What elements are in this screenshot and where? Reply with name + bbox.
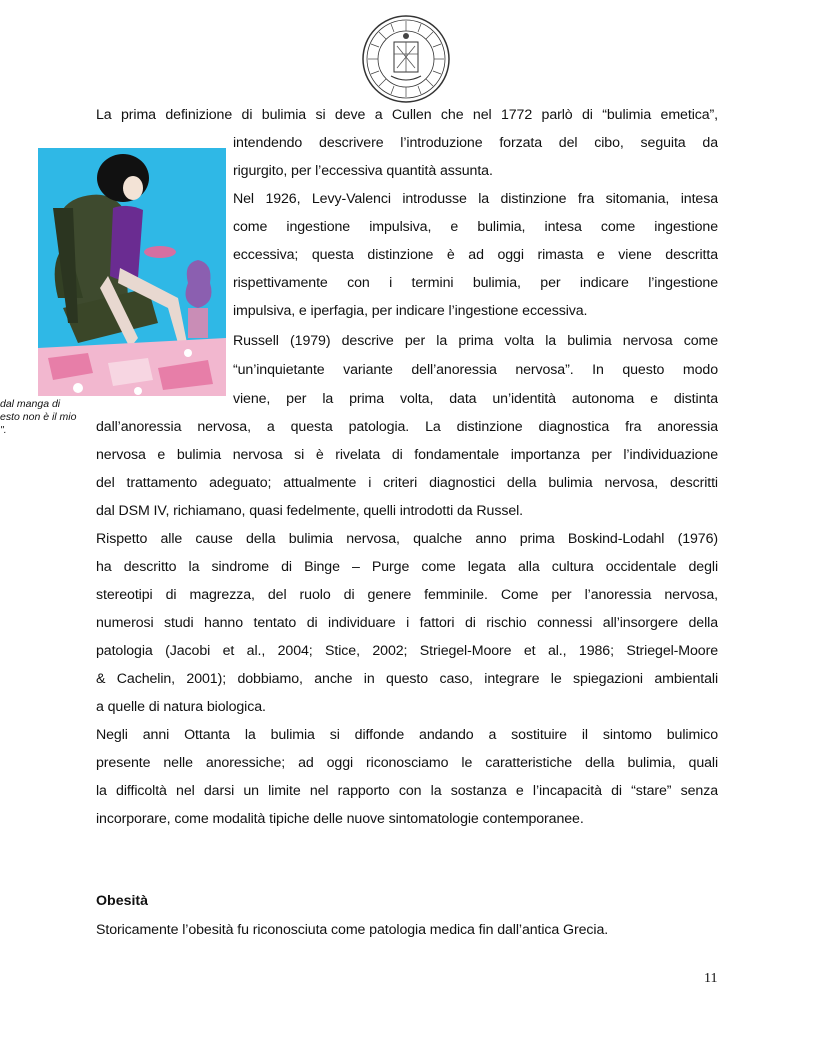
text-line: nervosa e bulimia nervosa si è rivelata di fondamentale importanza per l’individuazione — [96, 447, 718, 463]
caption-line: esto non è il mio — [0, 411, 77, 423]
section-heading: Obesità — [96, 893, 149, 909]
text-line: eccessiva; questa distinzione è ad oggi rimasta e viene descritta — [233, 247, 718, 263]
text-line: dall’anoressia nervosa, a questa patologia. La distinzione diagnostica fra anoressia — [96, 419, 718, 435]
text-line: numerosi studi hanno tentato di individuare i fattori di rischio connessi all’insorgere della — [96, 615, 718, 631]
text-line: impulsiva, e iperfagia, per indicare l’ingestione eccessiva. — [233, 303, 588, 319]
text-line: presente nelle anoressiche; ad oggi riconosciamo le caratteristiche della bulimia, quali — [96, 755, 718, 771]
text-line: rispettivamente con i termini bulimia, per indicare l’ingestione — [233, 275, 718, 291]
text-line: viene, per la prima volta, data un’identità autonoma e distinta — [233, 391, 718, 407]
text-line: la difficoltà nel darsi un limite nel rapporto con la sostanza e l’incapacità di “stare” senza — [96, 783, 718, 799]
text-line: rigurgito, per l’eccessiva quantità assunta. — [233, 163, 493, 179]
text-line: dal DSM IV, richiamano, quasi fedelmente, quelli introdotti da Russel. — [96, 503, 523, 519]
text-line: stereotipi di magrezza, del ruolo di genere femminile. Come per l’anoressia nervosa, — [96, 587, 718, 603]
image-caption — [0, 398, 90, 437]
text-line: “un’inquietante variante dell’anoressia nervosa”. In questo modo — [233, 362, 718, 378]
text-line: Storicamente l’obesità fu riconosciuta come patologia medica fin dall’antica Grecia. — [96, 922, 609, 938]
text-line: patologia (Jacobi et al., 2004; Stice, 2002; Striegel-Moore et al., 1986; Striegel-Moore — [96, 643, 718, 659]
text-line: del trattamento adeguato; attualmente i criteri diagnostici della bulimia nervosa, descritti — [96, 475, 718, 491]
university-seal — [361, 14, 451, 104]
text-line: La prima definizione di bulimia si deve a Cullen che nel 1772 parlò di “bulimia emetica”, — [96, 107, 718, 123]
text-line: & Cachelin, 2001); dobbiamo, anche in questo caso, integrare le spiegazioni ambientali — [96, 671, 718, 687]
text-line: Russell (1979) descrive per la prima volta la bulimia nervosa come — [233, 333, 718, 349]
text-line: Negli anni Ottanta la bulimia si diffonde andando a sostituire il sintomo bulimico — [96, 727, 718, 743]
caption-line: ". — [0, 424, 7, 436]
text-line: come ingestione impulsiva, e bulimia, intesa come ingestione — [233, 219, 718, 235]
text-line: Nel 1926, Levy-Valenci introdusse la distinzione fra sitomania, intesa — [233, 191, 718, 207]
caption-line: dal manga di — [0, 398, 61, 410]
text-line: intendendo descrivere l’introduzione forzata del cibo, seguita da — [233, 135, 718, 151]
text-line: Rispetto alle cause della bulimia nervosa, qualche anno prima Boskind-Lodahl (1976) — [96, 531, 718, 547]
text-line: ha descritto la sindrome di Binge – Purge come legata alla cultura occidentale degli — [96, 559, 718, 575]
page-number: 11 — [704, 971, 718, 986]
manga-illustration — [38, 148, 226, 396]
text-line: incorporare, come modalità tipiche delle nuove sintomatologie contemporanee. — [96, 811, 584, 827]
text-line: a quelle di natura biologica. — [96, 699, 266, 715]
